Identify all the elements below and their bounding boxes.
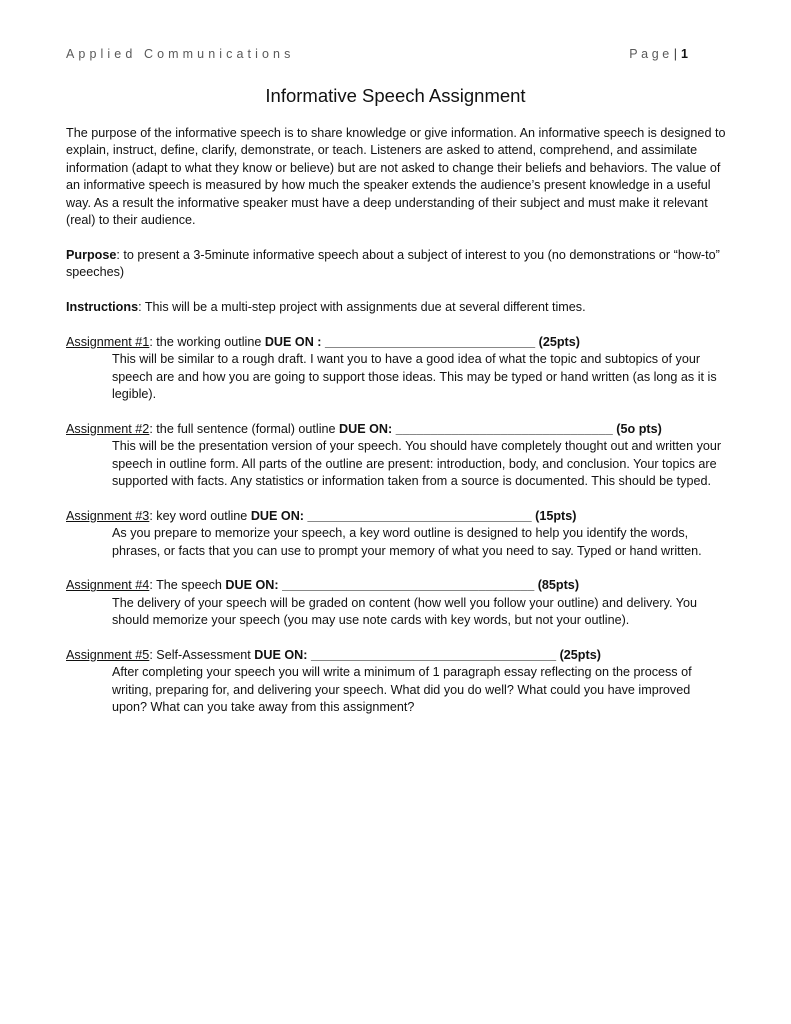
assignment-due: DUE ON: _______________________________ (5o pts): [339, 421, 662, 436]
course-name: Applied Communications: [66, 47, 295, 61]
intro-paragraph: The purpose of the informative speech is to share knowledge or give information. An informative speech is designed to explain, instruct, define, clarify, demonstrate, or teach. Listeners are asked to attend, comprehend, and assimilate information (adapt to what they know or believe) but are not asked to change their beliefs and behaviors. The value of an informative speech is measured by how much the speaker extends the audience’s present knowledge in a useful way. As a result the informative speaker must have a deep understanding of their subject and must make it relevant (real) to their audience.: [66, 126, 726, 228]
assignment-description: As you prepare to memorize your speech, a key word outline is designed to help you identify the words, phrases, or facts that you can use to prompt your memory of what you need to say. Typed or hand written.: [112, 526, 702, 558]
assignment-label: Assignment #2: [66, 421, 150, 436]
assignment-due: DUE ON: ___________________________________ (25pts): [254, 648, 601, 663]
page-label: Page: [629, 47, 673, 61]
page-header: [66, 47, 688, 65]
assignment-description: This will be the presentation version of your speech. You should have completely thought out and written your speech in outline form. All parts of the outline are present: introduction, body, and conclusion. Your topics are supported with facts. Any statistics or information taken from a source is documented. This should be typed.: [112, 439, 722, 489]
assignment-label: Assignment #5: [66, 648, 150, 663]
assignment-name: : Self-Assessment: [149, 648, 255, 663]
assignment-description: The delivery of your speech will be graded on content (how well you follow your outline) and delivery. You should memorize your speech (you may use note cards with key words, but not your outline).: [112, 595, 698, 628]
purpose-paragraph: [66, 247, 726, 282]
assignment-heading: [66, 508, 726, 525]
assignment-5: [66, 647, 726, 717]
assignment-4: [66, 577, 726, 629]
assignment-label: Assignment #4: [66, 578, 150, 593]
assignment-name: : key word outline: [149, 508, 251, 523]
assignment-label: Assignment #3: [66, 508, 150, 523]
assignment-description: After completing your speech you will write a minimum of 1 paragraph essay reflecting on the process of writing, preparing for, and delivering your speech. What did you do well? What could you have improved upon? What can you take away from this assignment?: [112, 665, 692, 715]
assignment-heading: [66, 647, 726, 664]
document-body: [66, 125, 726, 734]
assignment-1: [66, 334, 726, 404]
assignment-due: DUE ON : ______________________________ (25pts): [264, 334, 580, 349]
assignment-name: : the full sentence (formal) outline: [149, 421, 340, 436]
assignment-due: DUE ON: ________________________________ (15pts): [250, 508, 577, 523]
purpose-label: Purpose: [66, 247, 117, 262]
assignment-3: [66, 508, 726, 560]
assignment-due: DUE ON: ____________________________________ (85pts): [225, 578, 580, 593]
assignment-description: This will be similar to a rough draft. I want you to have a good idea of what the topic and subtopics of your speech are and how you are going to support those ideas. This may be typed or hand written (as long as it is legible).: [112, 352, 717, 402]
assignment-label: Assignment #1: [66, 334, 150, 349]
instructions-label: Instructions: [66, 300, 139, 315]
page-number: 1: [681, 47, 688, 61]
assignment-heading: [66, 334, 726, 351]
instructions-text: : This will be a multi-step project with assignments due at several different times.: [138, 300, 586, 315]
assignment-heading: [66, 577, 726, 594]
page-separator: |: [673, 47, 678, 61]
assignment-name: : the working outline: [149, 334, 265, 349]
assignment-2: [66, 421, 726, 491]
assignment-name: : The speech: [149, 578, 226, 593]
purpose-text: : to present a 3-5minute informative speech about a subject of interest to you (no demonstrations or “how-to” speeches): [66, 247, 720, 280]
instructions-paragraph: [66, 299, 726, 316]
assignment-heading: [66, 421, 726, 438]
document-title: Informative Speech Assignment: [265, 85, 526, 106]
page-indicator: [629, 47, 688, 61]
